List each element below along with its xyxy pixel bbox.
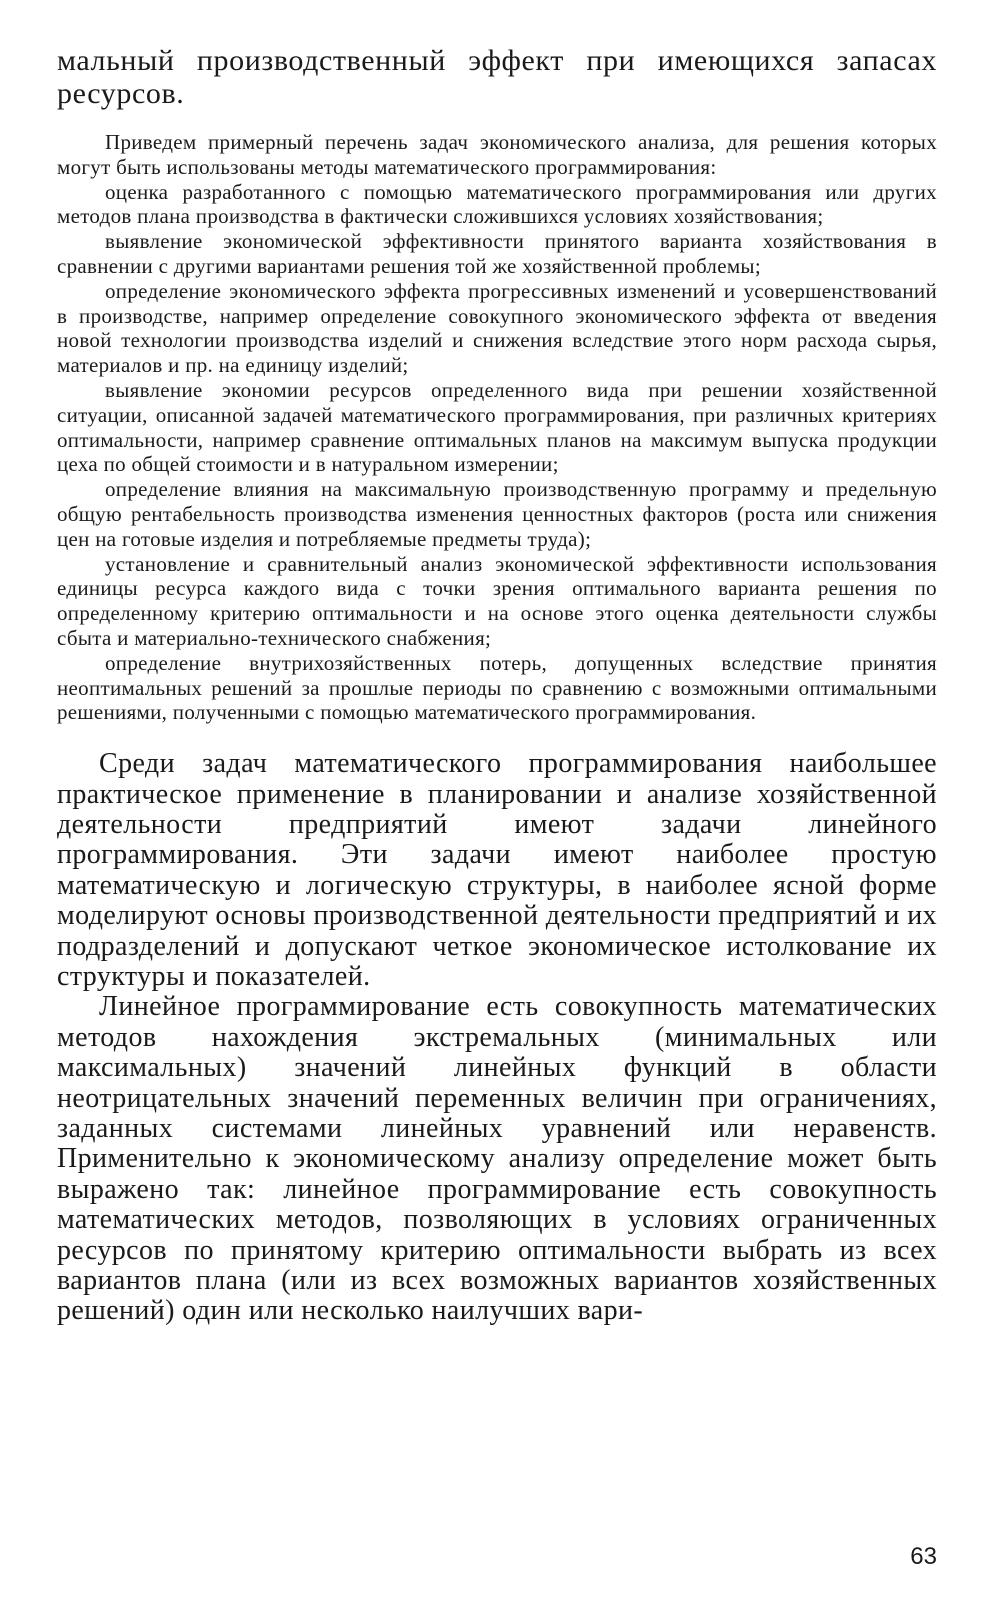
task-list (57, 180, 937, 726)
list-item: выявление экономической эффективности принятого варианта хозяйствования в сравнении с другими вариантами решения той же хозяйственной проблемы; (57, 229, 937, 278)
continuation-paragraph: мальный производственный эффект при имеющихся запасах ресурсов. (57, 44, 937, 110)
document-page (57, 44, 937, 1327)
body-paragraph: Среди задач математического программирования наибольшее практическое применение в планировании и анализе хозяйственной деятельности предприятий имеют задачи линейного программирования. Эти задачи имеют наиболее простую математическую и логическую структуры, в наиболее ясной форме моделируют основы производственной деятельности предприятий и их подразделений и допускают четкое экономическое истолкование их структуры и показателей. (57, 748, 937, 992)
list-item: определение внутрихозяйственных потерь, допущенных вследствие принятия неоптимальных решений за прошлые периоды по сравнению с возможными оптимальными решениями, полученными с помощью математического программирования. (57, 650, 937, 725)
list-item: оценка разработанного с помощью математического программирования или других методов плана производства в фактически сложившихся условиях хозяйствования; (57, 179, 937, 229)
list-intro: Приведем примерный перечень задач экономического анализа, для решения которых могут быть использованы методы математического программирования: (57, 130, 937, 179)
page-number: 63 (910, 1543, 937, 1570)
main-text (57, 749, 937, 1327)
task-list-section (57, 130, 937, 725)
list-item: определение экономического эффекта прогрессивных изменений и усовершенствований в производстве, например определение совокупного экономического эффекта от введения новой технологии производства изделий и снижения вследствие этого норм расхода сырья, материалов и пр. на единицу изделий; (57, 278, 937, 378)
list-item: выявление экономии ресурсов определенного вида при решении хозяйственной ситуации, описанной задачей математического программирования, при различных критериях оптимальности, например сравнение оптимальных планов на максимум выпуска продукции цеха по общей стоимости и в натуральном измерении; (57, 377, 937, 477)
list-item: определение влияния на максимальную производственную программу и предельную общую рентабельность производства изменения ценностных факторов (роста или снижения цен на готовые изделия и потребляемые предметы труда); (57, 477, 937, 551)
list-item: установление и сравнительный анализ экономической эффективности использования единицы ресурса каждого вида с точки зрения оптимального варианта решения по определенному критерию оптимальности и на основе этого оценка деятельности службы сбыта и материально-технического снабжения; (57, 551, 937, 650)
body-paragraph: Линейное программирование есть совокупность математических методов нахождения экстремальных (минимальных или максимальных) значений линейных функций в области неотрицательных значений переменных величин при ограничениях, заданных системами линейных уравнений или неравенств. Применительно к экономическому анализу определение может быть выражено так: линейное программирование есть совокупность математических методов, позволяющих в условиях ограниченных ресурсов по принятому критерию оптимальности выбрать из всех вариантов плана (или из всех возможных вариантов хозяйственных решений) один или несколько наилучших вари- (57, 991, 937, 1327)
